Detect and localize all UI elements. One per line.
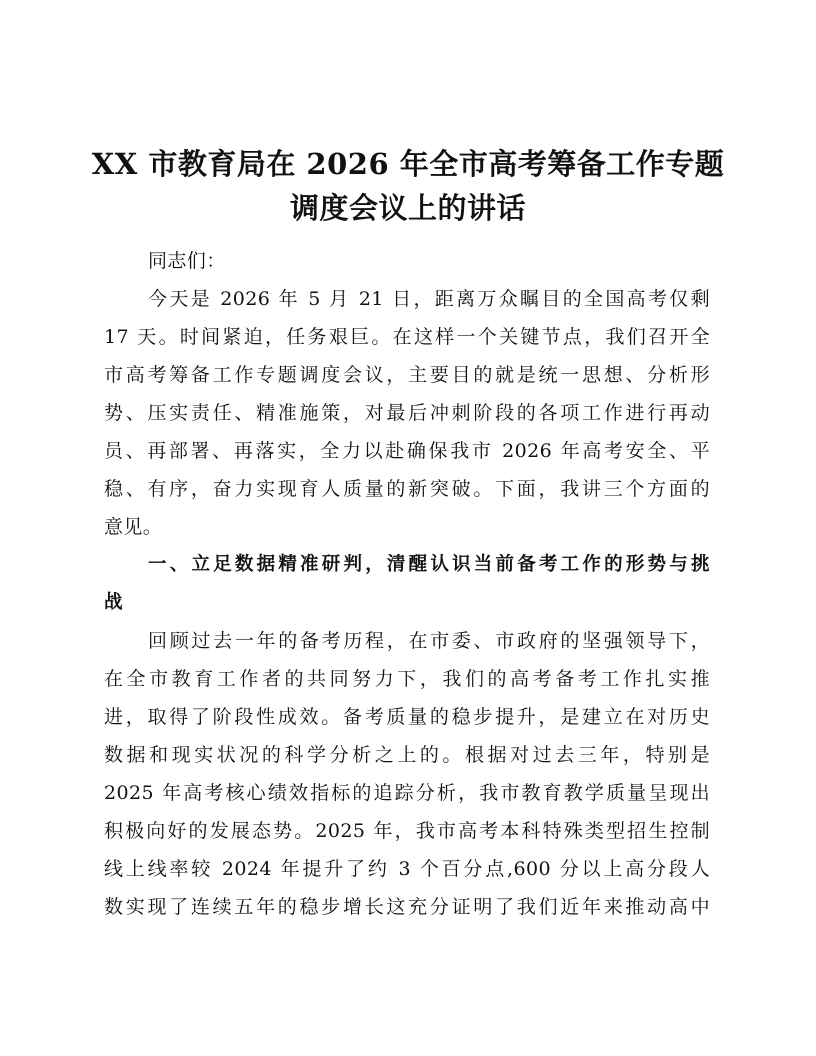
paragraph-line: 进，取得了阶段性成效。备考质量的稳步提升，是建立在对历史 bbox=[104, 706, 710, 728]
paragraph-line: 线上线率较 2024 年提升了约 3 个百分点,600 分以上高分段人 bbox=[104, 858, 710, 880]
section-paragraph bbox=[104, 622, 710, 926]
title-line: XX 市教育局在 2026 年全市高考筹备工作专题 bbox=[91, 147, 725, 181]
paragraph-line: 稳、有序，奋力实现育人质量的新突破。下面，我讲三个方面的 bbox=[104, 478, 710, 500]
paragraph-line: 回顾过去一年的备考历程，在市委、市政府的坚强领导下， bbox=[148, 630, 710, 652]
heading-line: 一、立足数据精准研判，清醒认识当前备考工作的形势与挑 bbox=[148, 554, 710, 575]
intro-paragraph bbox=[104, 280, 710, 546]
paragraph-line: 意见。 bbox=[104, 516, 163, 538]
paragraph-line: 今天是 2026 年 5 月 21 日，距离万众瞩目的全国高考仅剩 bbox=[148, 288, 710, 310]
paragraph-line: 数实现了连续五年的稳步增长这充分证明了我们近年来推动高中 bbox=[104, 896, 710, 918]
paragraph-line: 17 天。时间紧迫，任务艰巨。在这样一个关键节点，我们召开全 bbox=[104, 326, 710, 348]
paragraph-line: 势、压实责任、精准施策，对最后冲刺阶段的各项工作进行再动 bbox=[104, 402, 710, 424]
paragraph-line: 员、再部署、再落实，全力以赴确保我市 2026 年高考安全、平 bbox=[104, 440, 710, 462]
title-line: 调度会议上的讲话 bbox=[289, 191, 526, 225]
paragraph-line: 积极向好的发展态势。2025 年，我市高考本科特殊类型招生控制 bbox=[104, 820, 710, 842]
document-title bbox=[90, 142, 726, 230]
paragraph-line: 2025 年高考核心绩效指标的追踪分析，我市教育教学质量呈现出 bbox=[104, 782, 710, 804]
salutation-line: 同志们： bbox=[148, 250, 226, 272]
salutation bbox=[104, 242, 710, 280]
heading-line: 战 bbox=[104, 592, 124, 613]
document-body bbox=[104, 242, 710, 926]
paragraph-line: 数据和现实状况的科学分析之上的。根据对过去三年，特别是 bbox=[104, 744, 710, 766]
paragraph-line: 在全市教育工作者的共同努力下，我们的高考备考工作扎实推 bbox=[104, 668, 710, 690]
section-heading bbox=[104, 546, 710, 622]
paragraph-line: 市高考筹备工作专题调度会议，主要目的就是统一思想、分析形 bbox=[104, 364, 710, 386]
